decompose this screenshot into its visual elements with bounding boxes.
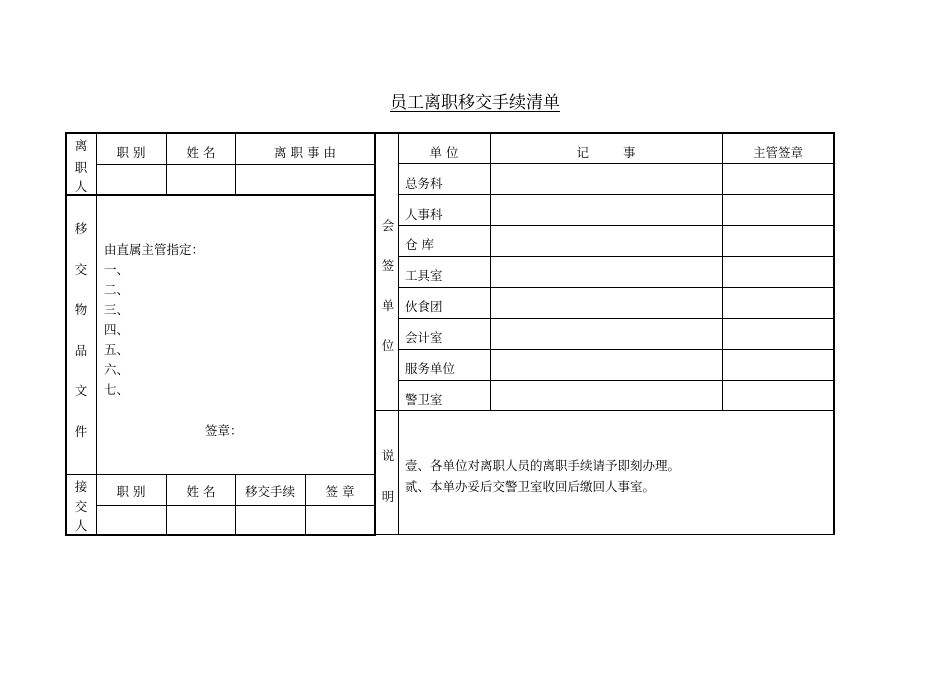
unit-name: 人事科 <box>405 207 443 222</box>
handover-label-2: 交 <box>74 262 88 277</box>
resign-label-3: 人 <box>74 179 88 194</box>
sign-label-3: 单 <box>381 298 395 313</box>
note-line: 贰、本单办妥后交警卫室收回后缴回人事室。 <box>405 479 656 494</box>
handover-label-5: 文 <box>74 383 88 398</box>
note-label-2: 明 <box>381 489 395 504</box>
right-header-line <box>398 163 834 164</box>
resign-label-2: 职 <box>74 160 88 175</box>
handover-item: 三、 <box>104 302 130 317</box>
handover-item: 一、 <box>104 262 130 277</box>
handover-item: 二、 <box>104 282 130 297</box>
unit-row-line <box>398 318 834 319</box>
frame-bottom-right <box>375 534 834 535</box>
receiver-header-post: 职 别 <box>116 484 146 499</box>
header-name: 姓 名 <box>186 145 216 160</box>
receiver-header-name: 姓 名 <box>186 484 216 499</box>
frame-left <box>65 132 67 536</box>
receiver-section-top <box>65 474 375 475</box>
header-reason: 离 职 事 由 <box>274 145 336 160</box>
header-supervisor: 主管签章 <box>752 145 804 160</box>
unit-name: 仓 库 <box>405 237 434 252</box>
unit-row-line <box>398 256 834 257</box>
unit-row-line <box>398 380 834 381</box>
right-col-line-2 <box>722 133 723 411</box>
header-post: 职 别 <box>116 145 146 160</box>
header-record: 记 事 <box>576 145 636 160</box>
unit-name: 工具室 <box>405 268 443 283</box>
unit-name: 总务科 <box>405 176 443 191</box>
unit-name: 服务单位 <box>405 361 456 376</box>
handover-label-4: 品 <box>74 343 88 358</box>
unit-row-line <box>398 349 834 350</box>
unit-row-line <box>398 225 834 226</box>
header-unit: 单 位 <box>429 145 459 160</box>
frame-middle <box>374 132 376 536</box>
receiver-header-procedure: 移交手续 <box>244 484 296 499</box>
receiver-col-line-3 <box>305 474 306 535</box>
receiver-header-seal: 签 章 <box>325 484 355 499</box>
receiver-col-line-2 <box>235 474 236 535</box>
handover-item: 五、 <box>104 342 130 357</box>
handover-item: 七、 <box>104 382 130 397</box>
resign-col-line-2 <box>235 133 236 195</box>
note-section-top <box>375 410 834 411</box>
resign-section-bottom <box>65 194 375 196</box>
resign-label-1: 离 <box>74 138 88 153</box>
unit-row-line <box>398 287 834 288</box>
receiver-label-2: 交 <box>74 499 88 514</box>
resign-col-line-1 <box>166 133 167 195</box>
unit-name: 警卫室 <box>405 392 443 407</box>
handover-item: 四、 <box>104 322 130 337</box>
note-line: 壹、各单位对离职人员的离职手续请予即刻办理。 <box>405 458 681 473</box>
handover-intro: 由直属主管指定： <box>104 242 205 257</box>
note-label-1: 说 <box>381 448 395 463</box>
frame-top <box>65 132 835 134</box>
right-col-line-1 <box>490 133 491 411</box>
sign-label-2: 签 <box>381 258 395 273</box>
frame-right <box>833 132 835 535</box>
unit-name: 会计室 <box>405 330 443 345</box>
handover-label-6: 件 <box>74 424 88 439</box>
unit-row-line <box>398 194 834 195</box>
handover-item: 六、 <box>104 362 130 377</box>
handover-label-1: 移 <box>74 221 88 236</box>
page-title: 员工离职移交手续清单 <box>390 93 560 113</box>
receiver-col-line-1 <box>166 474 167 535</box>
sign-label-4: 位 <box>381 338 395 353</box>
unit-name: 伙食团 <box>405 299 443 314</box>
handover-label-3: 物 <box>74 302 88 317</box>
seal-label: 签章： <box>205 423 243 438</box>
receiver-label-3: 人 <box>74 518 88 533</box>
sign-label-1: 会 <box>381 218 395 233</box>
frame-bottom-left <box>65 534 375 536</box>
receiver-label-1: 接 <box>74 479 88 494</box>
